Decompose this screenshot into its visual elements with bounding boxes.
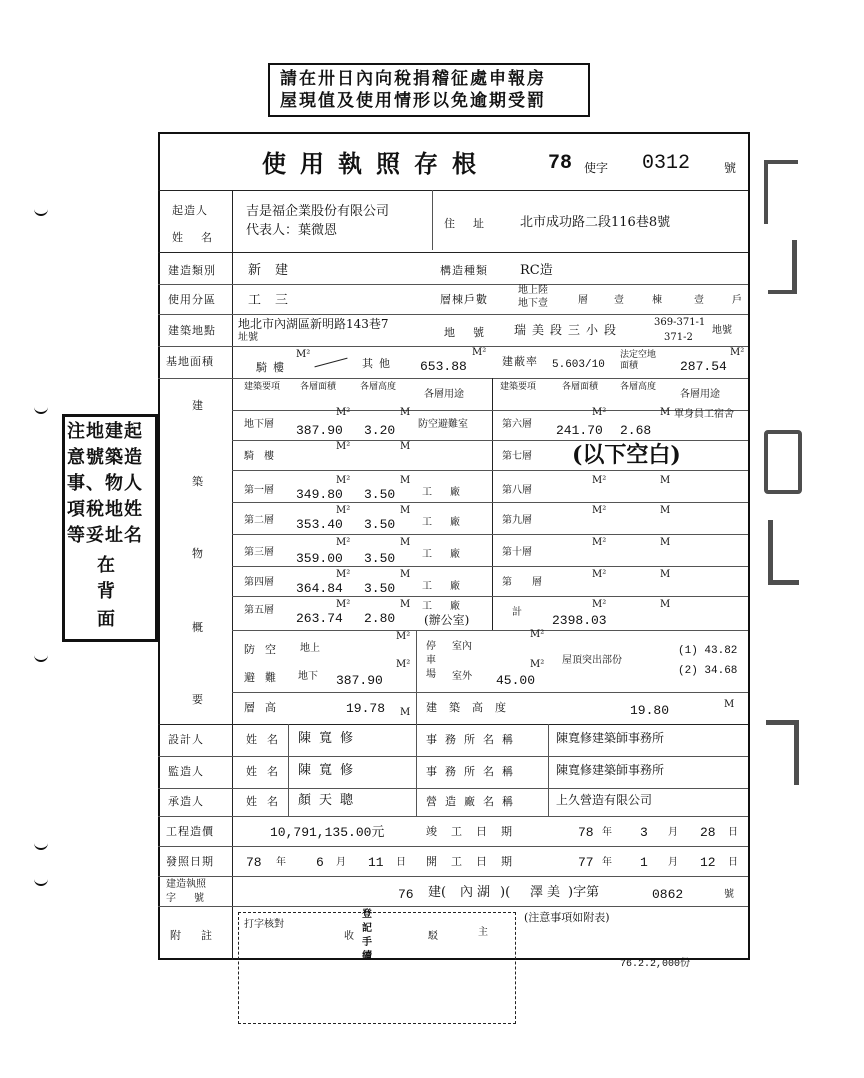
m2-unit: M² (592, 537, 607, 548)
permit-prefix: 使字 (584, 161, 609, 175)
applicant-address: 北市成功路二段116巷8號 (520, 215, 671, 230)
floor-height-label: 層高 (244, 701, 286, 714)
start-month-unit: 月 (668, 857, 678, 868)
print-info: 76.2.2,000份 (620, 959, 691, 970)
floor-area: 387.90 (296, 423, 343, 438)
office-note: (辦公室) (424, 613, 470, 627)
side-note-foot-3: 面 (97, 609, 115, 630)
section-label-1: 建 (192, 399, 204, 412)
floor-name: 第一層 (244, 485, 274, 496)
m2-unit: M² (530, 629, 545, 640)
designer-office: 陳寬修建築師事務所 (556, 731, 665, 745)
divider (232, 470, 748, 471)
floor-name: 第五層 (244, 605, 274, 616)
section-label-5: 要 (192, 693, 204, 706)
floors-c4: 壹 (694, 295, 704, 306)
other-value: 653.88 (420, 359, 467, 374)
m2-unit: M² (396, 659, 411, 670)
edge-bleed-mark (768, 240, 797, 294)
m2-unit: M² (730, 347, 745, 358)
side-note-row-3: 事、物人 (67, 473, 143, 494)
floor-name: 第十層 (502, 547, 532, 558)
designer-label: 設計人 (168, 733, 204, 746)
issue-day: 11 (368, 855, 384, 870)
side-note-foot-1: 在 (97, 555, 115, 576)
m-unit: M (400, 707, 411, 718)
building-height-value: 19.80 (630, 703, 670, 718)
completion-day-unit: 日 (728, 827, 738, 838)
build-permit-label-1: 建造執照 (166, 879, 206, 890)
floors-c5: 戶 (732, 295, 742, 306)
floors-label: 層棟戶數 (440, 293, 488, 306)
receive-col: 收 (344, 931, 354, 942)
designer-name-label: 姓名 (246, 733, 288, 746)
m2-unit: M² (592, 505, 607, 516)
cost-value: 10,791,135.00元 (270, 825, 385, 840)
divider (158, 378, 748, 379)
divider (158, 876, 748, 877)
m2-unit: M² (592, 407, 607, 418)
floor-use: 工廠 (422, 517, 478, 528)
header-area-r: 各層面積 (562, 382, 599, 392)
review-col: 駁 (428, 931, 438, 942)
floor-name: 第六層 (502, 419, 532, 430)
side-note-row-5: 等妥址名 (67, 525, 143, 546)
punch-mark (34, 404, 48, 414)
designer-office-label: 事務所名稱 (426, 733, 521, 746)
floor-height: 3.50 (364, 581, 396, 596)
floor-area: 359.00 (296, 551, 343, 566)
remarks-note: (注意事項如附表) (524, 911, 610, 924)
build-permit-label-2: 字號 (166, 893, 222, 904)
divider (232, 596, 748, 597)
header-height-r: 各層高度 (620, 382, 657, 392)
divider (158, 788, 748, 789)
issue-month: 6 (316, 855, 324, 870)
remarks-label: 附註 (170, 929, 232, 942)
floor-use: 工廠 (422, 601, 478, 612)
m2-unit: M² (336, 599, 351, 610)
divider (158, 846, 748, 847)
type-value: 新建 (248, 263, 303, 278)
applicant-label-bottom: 姓名 (172, 231, 230, 244)
roof-label: 屋頂突出部份 (562, 655, 622, 666)
site-label: 建築地點 (168, 324, 216, 337)
struct-value: RC造 (520, 263, 553, 278)
notice-stamp (268, 63, 590, 117)
header-items-r: 建築要項 (500, 382, 537, 392)
m-unit: M (400, 505, 411, 516)
side-note-row-2: 意號築造 (67, 447, 143, 468)
struct-label: 構造種類 (440, 264, 488, 277)
contractor-firm-label: 營造廠名稱 (426, 795, 521, 808)
m2-unit: M² (396, 631, 411, 642)
floor-name: 第七層 (502, 451, 532, 462)
building-height-label: 建築高度 (426, 701, 518, 714)
completion-year-unit: 年 (602, 827, 612, 838)
divider (548, 724, 549, 816)
divider (492, 378, 493, 630)
build-permit-t4: 澤美 (530, 885, 565, 900)
header-height: 各層高度 (360, 382, 397, 392)
divider (232, 692, 748, 693)
roof-value-2: (2) 34.68 (678, 665, 738, 677)
shelter-label-1: 防空 (244, 643, 286, 656)
floor-use: 單身員工宿舍 (674, 409, 734, 420)
divider (158, 724, 748, 725)
m-unit: M (400, 599, 411, 610)
floor-use: 工廠 (422, 581, 478, 592)
shelter-label-2: 避難 (244, 671, 286, 684)
section-label-2: 築 (192, 475, 204, 488)
lot-value: 瑞美段三小段 (514, 323, 623, 337)
notice-line-1: 請在卅日內向稅捐稽征處申報房 (280, 69, 546, 89)
floors-above: 地上陸 (518, 285, 548, 296)
side-note-row-1: 注地建起 (67, 421, 143, 442)
m-unit: M (724, 699, 735, 710)
type-label: 建造類別 (168, 264, 216, 277)
m-unit: M (660, 475, 671, 486)
floor-name: 計 (512, 607, 522, 618)
supervisor-name: 陳寬修 (298, 763, 362, 778)
edge-bleed-mark (766, 720, 799, 785)
m2-unit: M² (530, 659, 545, 670)
permit-year: 78 (548, 152, 573, 175)
floors-c2: 壹 (614, 295, 624, 306)
completion-month: 3 (640, 825, 648, 840)
floor-area: 241.70 (556, 423, 603, 438)
issue-day-unit: 日 (396, 857, 406, 868)
m-unit: M (400, 475, 411, 486)
notice-line-2: 屋現值及使用情形以免逾期受罰 (280, 91, 546, 111)
use-zone-value: 工三 (248, 293, 303, 308)
m2-unit: M² (336, 441, 351, 452)
completion-month-unit: 月 (668, 827, 678, 838)
registry: 登記手續 (362, 909, 372, 962)
build-permit-t1: 建( (428, 885, 447, 900)
floor-name: 第八層 (502, 485, 532, 496)
divider (158, 284, 748, 285)
completion-label: 竣工日期 (426, 825, 526, 838)
site-value-2: 址號 (238, 332, 258, 343)
edge-bleed-mark (764, 160, 798, 224)
floor-use: 工廠 (422, 487, 478, 498)
m2-unit: M² (336, 537, 351, 548)
floor-name: 地下層 (244, 419, 274, 430)
coverage-value: 5.603/10 (552, 359, 605, 371)
completion-day: 28 (700, 825, 716, 840)
m2-unit: M² (592, 569, 607, 580)
floor-area: 263.74 (296, 611, 343, 626)
arcade-label: 騎樓 (256, 361, 290, 374)
punch-mark (34, 840, 48, 850)
start-year: 77 (578, 855, 594, 870)
side-note-stamp (62, 414, 158, 642)
site-area-label: 基地面積 (166, 355, 214, 368)
divider (432, 190, 433, 250)
build-permit-num1: 76 (398, 887, 414, 902)
designer-name: 陳寬修 (298, 731, 362, 746)
floor-use: 防空避難室 (418, 419, 468, 430)
divider (232, 440, 748, 441)
start-year-unit: 年 (602, 857, 612, 868)
parking-outdoor-value: 45.00 (496, 673, 536, 688)
edge-bleed-mark (768, 520, 799, 585)
parking-indoor: 室內 (452, 641, 472, 652)
shelter-below-value: 387.90 (336, 673, 383, 688)
floor-area: 353.40 (296, 517, 343, 532)
floor-height: 3.50 (364, 487, 396, 502)
other-label: 其他 (362, 357, 396, 370)
legal-open-value: 287.54 (680, 359, 727, 374)
side-note-foot-2: 背 (97, 581, 115, 602)
side-note-row-4: 項稅地姓 (67, 499, 143, 520)
blank-note: (以下空白) (572, 442, 681, 468)
floor-name: 第三層 (244, 547, 274, 558)
build-permit-t3: )( (500, 885, 511, 900)
header-items: 建築要項 (244, 382, 281, 392)
divider (232, 534, 748, 535)
divider (232, 410, 748, 411)
lot-label: 地號 (444, 326, 502, 339)
legal-open-label: 法定空地面積 (620, 350, 657, 371)
divider (158, 906, 748, 907)
floor-use: 工廠 (422, 549, 478, 560)
m2-unit: M² (592, 475, 607, 486)
m2-unit: M² (336, 505, 351, 516)
floor-height: 2.68 (620, 423, 652, 438)
m-unit: M (400, 407, 411, 418)
issue-label: 發照日期 (166, 855, 214, 868)
permit-number: 0312 (642, 152, 691, 175)
divider (416, 724, 417, 816)
section-label-3: 物 (192, 547, 204, 560)
floor-name: 第二層 (244, 515, 274, 526)
floor-height: 3.20 (364, 423, 396, 438)
header-area: 各層面積 (300, 382, 337, 392)
header-use-r: 各層用途 (680, 389, 720, 400)
punch-mark (34, 652, 48, 662)
supervisor-label: 監造人 (168, 765, 204, 778)
build-permit-num2: 0862 (652, 887, 684, 902)
m2-unit: M² (336, 569, 351, 580)
divider (232, 566, 748, 567)
divider (232, 630, 748, 631)
floors-c3: 棟 (652, 295, 662, 306)
shelter-above: 地上 (300, 643, 320, 654)
contractor-label: 承造人 (168, 795, 204, 808)
start-label: 開工日期 (426, 855, 526, 868)
divider (232, 502, 748, 503)
divider (158, 346, 748, 347)
typist-check: 打字核對 (244, 919, 284, 930)
roof-value-1: (1) 43.82 (678, 645, 738, 657)
m-unit: M (660, 505, 671, 516)
supervisor-office: 陳寬修建築師事務所 (556, 763, 665, 777)
m-unit: M (400, 441, 411, 452)
chief-col: 主 (478, 927, 488, 938)
coverage-label: 建蔽率 (502, 355, 538, 368)
m-unit: M (400, 569, 411, 580)
divider (158, 314, 748, 315)
build-permit-t2: 內湖 (460, 885, 495, 900)
build-permit-t6: 號 (724, 889, 734, 900)
start-day-unit: 日 (728, 857, 738, 868)
parking-label: 停車場 (426, 641, 436, 680)
divider (232, 190, 233, 960)
build-permit-t5: )字第 (568, 885, 600, 900)
supervisor-name-label: 姓名 (246, 765, 288, 778)
address-label: 住址 (444, 217, 502, 230)
lot-num-2: 371-2 (664, 332, 693, 343)
m-unit: M (660, 569, 671, 580)
floor-height: 2.80 (364, 611, 396, 626)
floor-name: 第九層 (502, 515, 532, 526)
applicant-company: 吉是福企業股份有限公司 (246, 204, 390, 219)
m2-unit: M² (296, 349, 311, 360)
divider (158, 756, 748, 757)
start-month: 1 (640, 855, 648, 870)
applicant-label-top: 起造人 (172, 204, 208, 217)
divider (158, 190, 748, 191)
start-day: 12 (700, 855, 716, 870)
contractor-name-label: 姓名 (246, 795, 288, 808)
lot-num-1: 369-371-1 (654, 317, 706, 328)
contractor-firm: 上久營造有限公司 (556, 793, 653, 807)
m2-unit: M² (592, 599, 607, 610)
m2-unit: M² (336, 407, 351, 418)
m-unit: M (400, 537, 411, 548)
applicant-representative: 代表人：葉微恩 (246, 223, 338, 238)
divider (158, 252, 748, 253)
floor-name: 第層 (502, 577, 562, 588)
lot-suffix: 地號 (712, 325, 732, 336)
cost-label: 工程造價 (166, 825, 214, 838)
edge-bleed-mark (764, 430, 802, 494)
punch-mark (34, 876, 48, 886)
punch-mark (34, 206, 48, 216)
floor-name: 第四層 (244, 577, 274, 588)
permit-suffix: 號 (724, 161, 737, 175)
use-zone-label: 使用分區 (168, 293, 216, 306)
floor-area: 364.84 (296, 581, 343, 596)
floor-height: 3.50 (364, 517, 396, 532)
floor-area: 349.80 (296, 487, 343, 502)
shelter-below: 地下 (298, 671, 318, 682)
header-use: 各層用途 (424, 389, 464, 400)
supervisor-office-label: 事務所名稱 (426, 765, 521, 778)
floor-area: 2398.03 (552, 613, 607, 628)
section-label-4: 概 (192, 621, 204, 634)
m-unit: M (660, 407, 671, 418)
m2-unit: M² (472, 347, 487, 358)
issue-year: 78 (246, 855, 262, 870)
divider (158, 816, 748, 817)
floors-below: 地下壹 (518, 298, 548, 309)
floor-height-value: 19.78 (346, 701, 386, 716)
divider (416, 630, 417, 724)
form-title: 使用執照存根 (262, 149, 490, 178)
floor-height: 3.50 (364, 551, 396, 566)
contractor-name: 顏天聰 (298, 793, 362, 808)
m2-unit: M² (336, 475, 351, 486)
floor-name: 騎樓 (244, 451, 284, 462)
issue-year-unit: 年 (276, 857, 286, 868)
completion-year: 78 (578, 825, 594, 840)
parking-outdoor: 室外 (452, 671, 472, 682)
m-unit: M (660, 599, 671, 610)
issue-month-unit: 月 (336, 857, 346, 868)
site-value-1: 地北市內湖區新明路143巷7 (238, 317, 389, 331)
m-unit: M (660, 537, 671, 548)
divider (288, 724, 289, 816)
floors-c1: 層 (578, 295, 588, 306)
